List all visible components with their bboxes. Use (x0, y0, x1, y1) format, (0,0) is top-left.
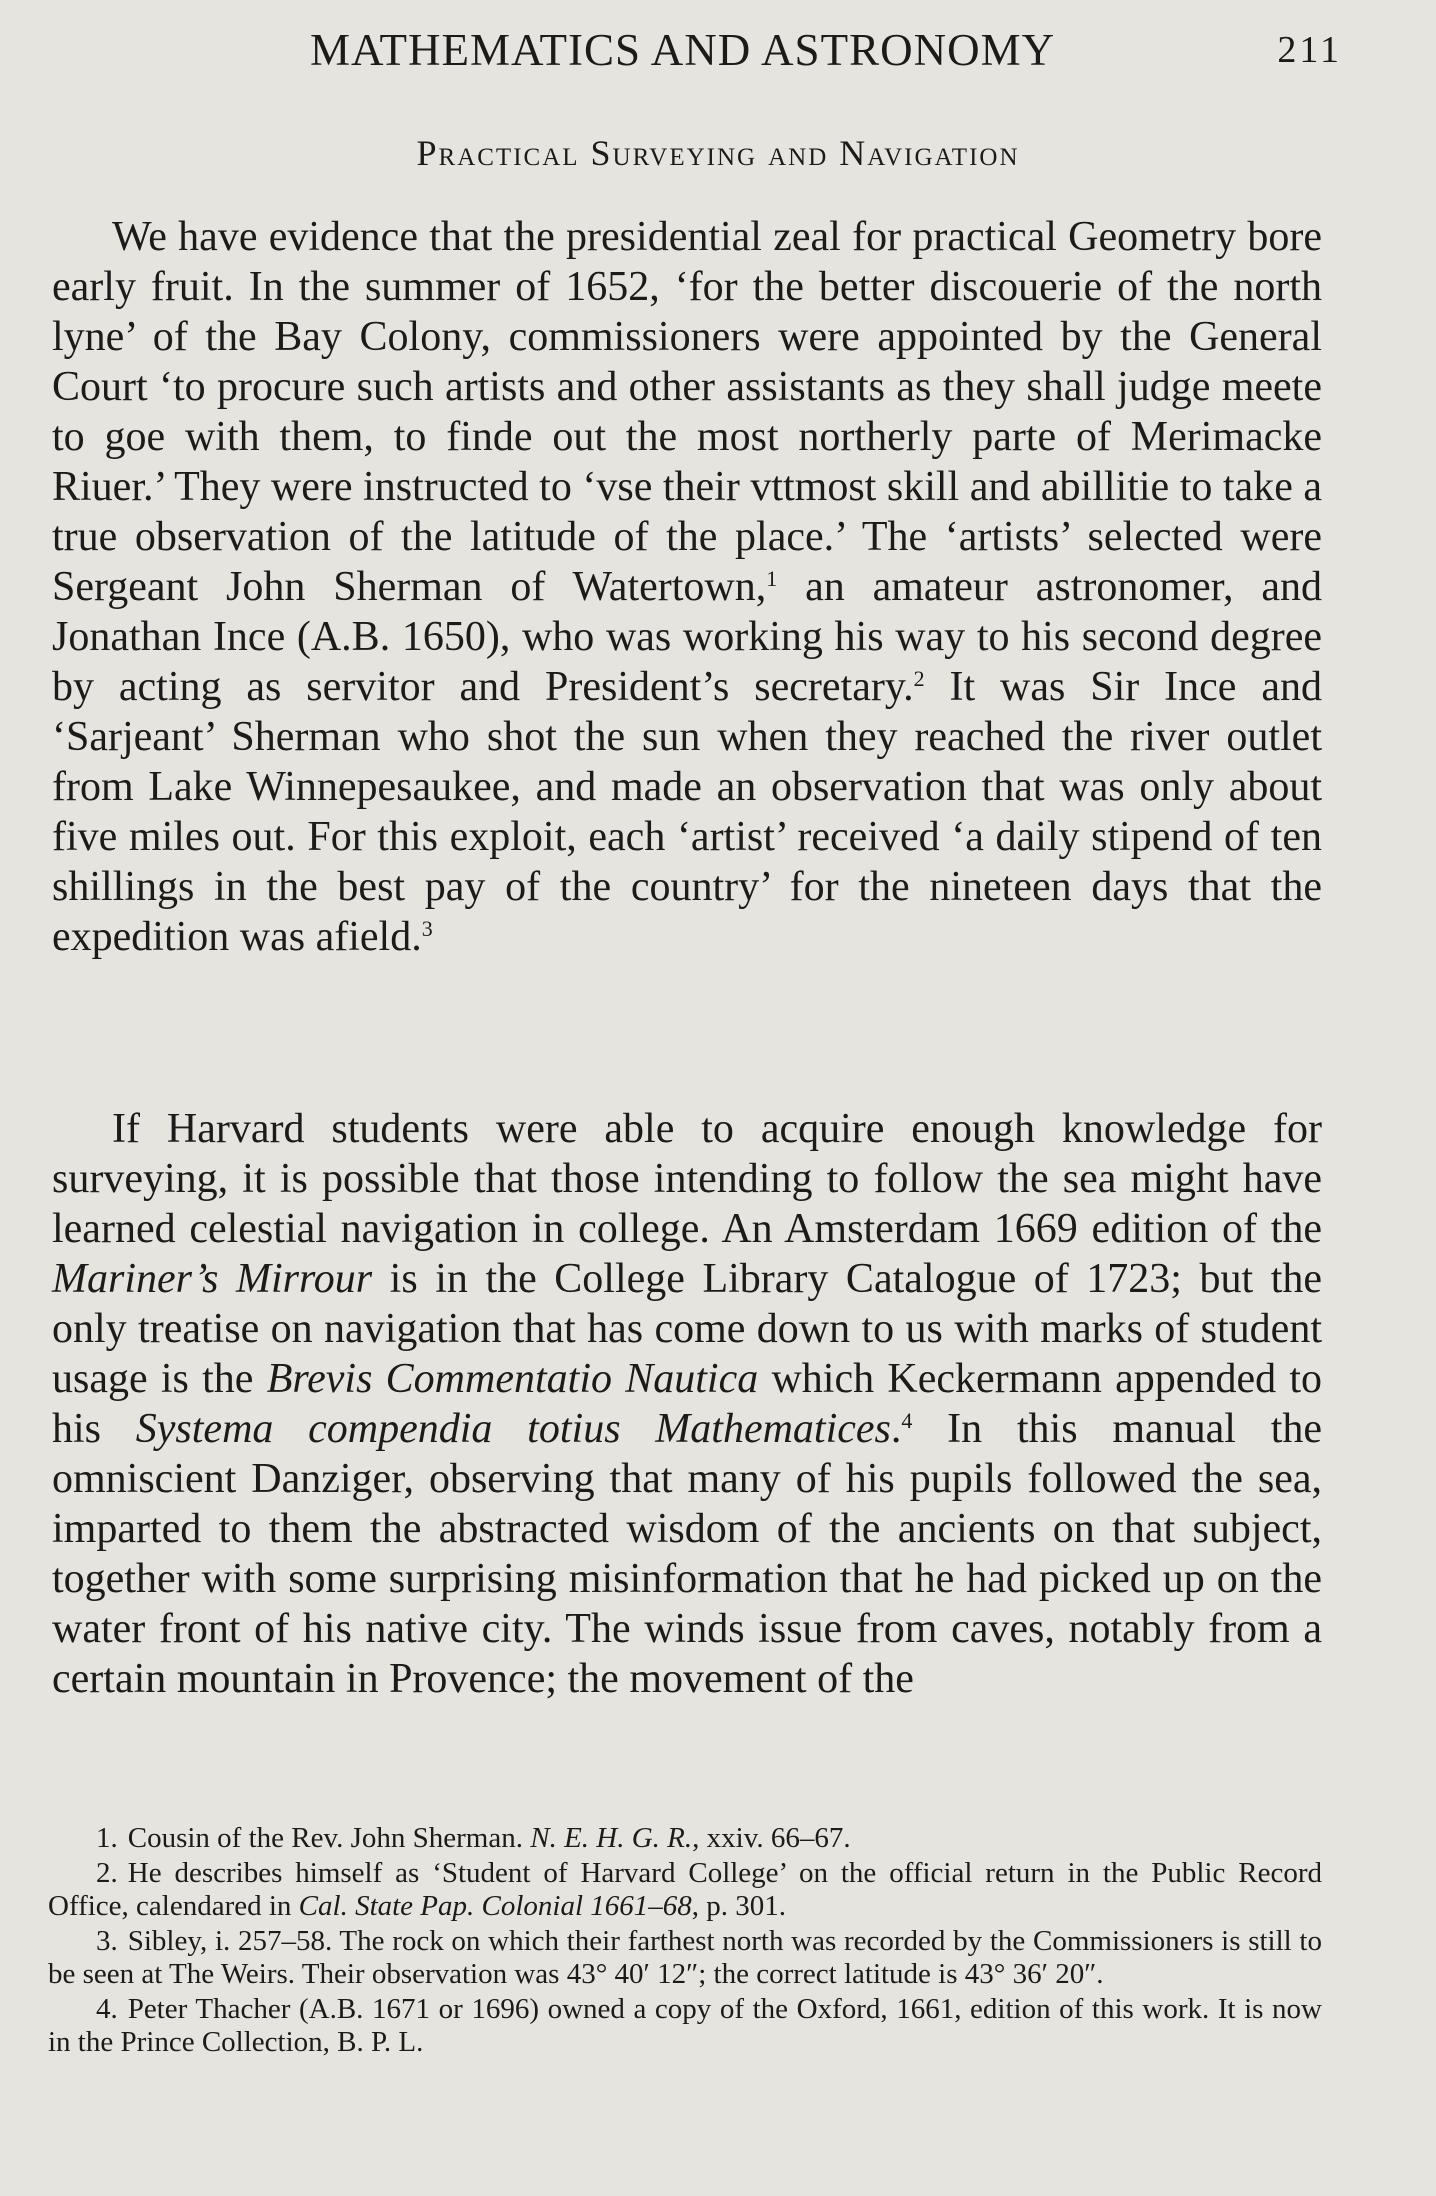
paragraph-1-text (52, 212, 1322, 962)
footnote-ref-4[interactable]: 4 (901, 1408, 913, 1433)
footnote-text: He describes himself as ‘Student of Harvard College’ on the official return in the Public Record Office, calendared in (48, 1857, 1322, 1922)
p1-text-b: an amateur astronomer, and Jonathan Ince ( (52, 564, 1322, 660)
footnote-4 (48, 1993, 1322, 2059)
footnote-number: 4. (96, 1993, 118, 2025)
section-heading: Practical Surveying and Navigation (416, 133, 1020, 173)
footnotes (48, 1822, 1322, 2061)
p1-text-c: 1650), who was working his way to his second degree by acting as servitor and President’s secretary. (52, 614, 1322, 710)
footnote-italic: N. E. H. G. R. (530, 1822, 693, 1854)
footnote-ref-1[interactable]: 1 (766, 566, 778, 591)
p1-text-a: We have evidence that the presidential zeal for practical Geometry bore early fruit. In the summer of 1652, ‘for the better discouerie of the north lyne’ of the Bay Colony, commissioners were appointed by the General Court ‘to procure such artists and other assistants as they shall judge meete to goe with them, to finde out the most northerly parte of Merimacke Riuer.’ They were instructed to ‘vse their vttmost skill and abillitie to take a true observation of the latitude of the place.’ The ‘artists’ selected were Sergeant John Sherman of Watertown, (52, 214, 1322, 610)
footnote-number: 1. (96, 1822, 118, 1854)
p2-text-a: If Harvard students were able to acquire enough knowledge for surveying, it is possible that those intending to follow the sea might have learned celestial navigation in college. An Amsterdam 1669 edition of the (52, 1106, 1322, 1252)
paragraph-2-text (52, 1104, 1322, 1704)
footnote-ref-3[interactable]: 3 (421, 916, 433, 941)
footnote-text: , xxiv. 66–67. (692, 1822, 851, 1854)
footnote-italic: Cal. State Pap. Colonial 1661–68 (298, 1890, 692, 1922)
p2-text-d: . (890, 1406, 902, 1452)
footnote-3 (48, 1925, 1322, 1991)
footnote-text: , p. 301. (691, 1890, 787, 1922)
running-head-title: MATHEMATICS AND ASTRONOMY (310, 25, 1056, 75)
footnote-2 (48, 1857, 1322, 1923)
p2-text-c: which Keckermann appended to his (52, 1356, 1322, 1452)
footnote-degree-abbr: A.B. (308, 1993, 364, 2025)
paragraph-1 (52, 212, 1322, 962)
p2-title-mariners-mirrour: Mariner’s Mirrour (52, 1256, 373, 1302)
paragraph-2 (52, 1104, 1322, 1704)
p2-title-systema: Systema compendia totius Mathematices (135, 1406, 891, 1452)
p2-text-b: is in the College Library Catalogue of 1723; but the only treatise on navigation that has come down to us with marks of student usage is the (52, 1256, 1323, 1402)
p1-degree-abbr: A.B. (310, 614, 391, 660)
p2-title-brevis-commentatio: Brevis Commentatio Nautica (266, 1356, 759, 1402)
footnote-text: Peter Thacher ( (127, 1993, 309, 2025)
footnote-number: 2. (96, 1857, 118, 1889)
footnote-text: 1671 or 1696) owned a copy of the Oxford, 1661, edition of this work. It is now in the Prince Collection, B. P. L. (48, 1993, 1322, 2058)
footnote-1 (48, 1822, 1322, 1855)
footnote-number: 3. (96, 1925, 118, 1957)
running-head (52, 24, 1342, 84)
p1-text-d: It was Sir Ince and ‘Sarjeant’ Sherman who shot the sun when they reached the river outlet from Lake Winnepesaukee, and made an observation that was only about five miles out. For this exploit, each ‘artist’ received ‘a daily stipend of ten shillings in the best pay of the country’ for the nineteen days that the expedition was afield. (52, 664, 1322, 960)
p2-text-e: In this manual the omniscient Danziger, observing that many of his pupils followed the sea, imparted to them the abstracted wisdom of the ancients on that subject, together with some surprising misinformation that he had picked up on the water front of his native city. The winds issue from caves, notably from a certain mountain in Provence; the movement of the (52, 1406, 1322, 1702)
footnote-text: Sibley, i. 257–58. The rock on which their farthest north was recorded by the Commissioners is still to be seen at The Weirs. Their observation was 43° 40′ 12″; the correct latitude is 43° 36′ 20″. (48, 1925, 1322, 1990)
footnote-text: Cousin of the Rev. John Sherman. (127, 1822, 531, 1854)
footnote-ref-2[interactable]: 2 (913, 666, 925, 691)
page-number: 211 (1277, 29, 1342, 71)
